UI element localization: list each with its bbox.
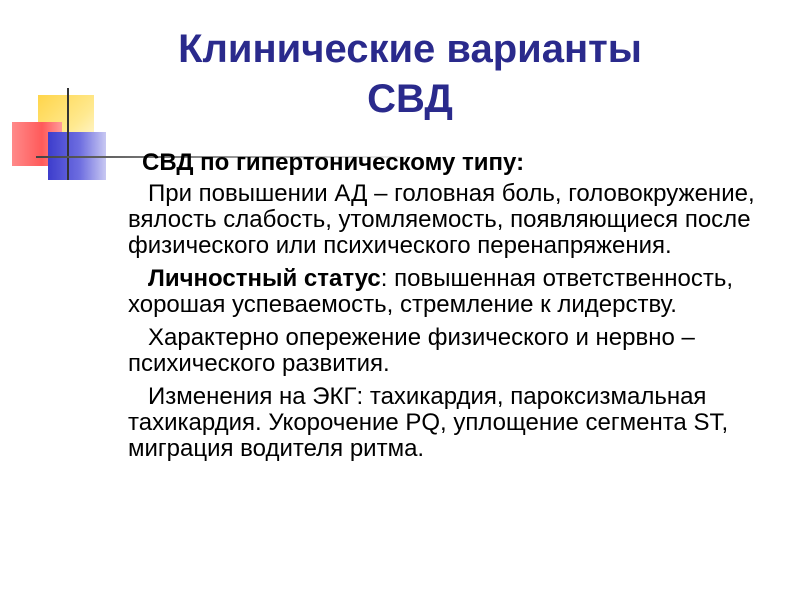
decorative-vertical-line [67,88,69,180]
paragraph-symptoms: При повышении АД – головная боль, головокружение, вялость слабость, утомляемость, появляющиеся после физического или психического перенапряжения. [128,180,755,259]
subtitle: СВД по гипертоническому типу: [142,149,525,176]
personality-text: : повышенная ответственность, хорошая успеваемость, стремление к лидерству. [128,265,733,318]
slide-title-line-1: Клинические варианты [178,27,642,71]
paragraph-ecg: Изменения на ЭКГ: тахикардия, пароксизмальная тахикардия. Укорочение PQ, уплощение сегмента ST, миграция водителя ритма. [128,383,729,462]
personality-label: Личностный статус [148,265,381,292]
slide-title-line-2: СВД [367,77,453,121]
slide-title [100,24,720,124]
paragraph-personality [128,266,768,318]
paragraph-development: Характерно опережение физического и нервно – психического развития. [128,324,695,377]
slide-body [128,150,768,469]
